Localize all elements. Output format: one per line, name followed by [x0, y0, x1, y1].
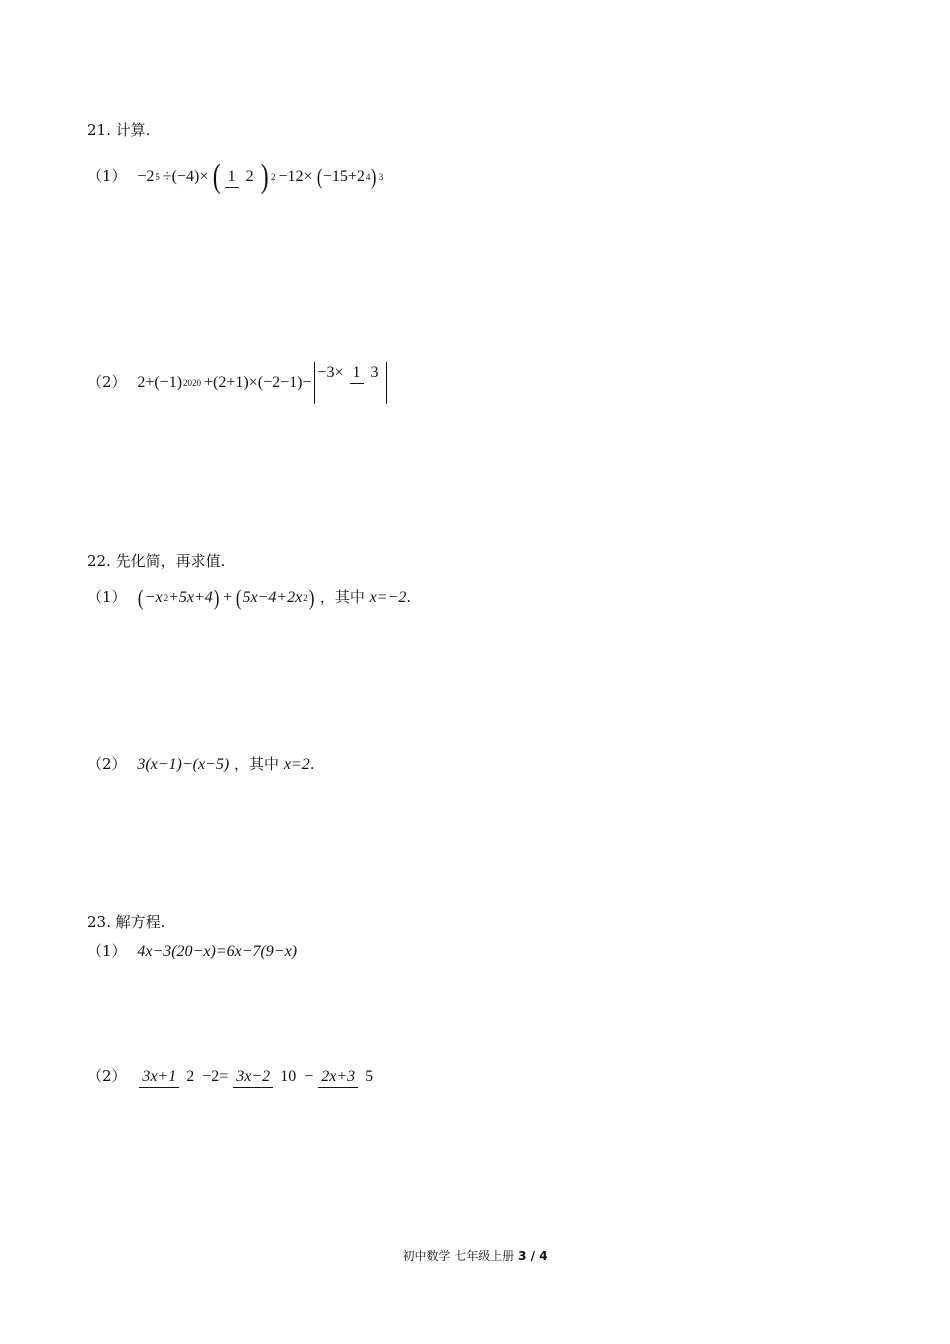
q22-p2-condition: x=2 — [283, 756, 310, 773]
q22-part2 — [87, 754, 315, 775]
q23-part1-label: （1） — [87, 942, 127, 960]
q22-p1-right-paren2: ) — [308, 585, 315, 610]
q21-p1-fraction — [225, 166, 257, 188]
q22-part1 — [87, 587, 411, 609]
q22-p1-right-paren: ) — [213, 585, 220, 610]
q23-p2-minus: − — [304, 1068, 314, 1085]
q23-part1 — [87, 941, 297, 962]
q21-p1-right-paren2: ) — [371, 164, 377, 189]
q23-p2-f3-num: 2x+3 — [318, 1069, 358, 1088]
q22-part2-label: （2） — [87, 755, 127, 773]
q22-p1-left-paren: ( — [138, 585, 144, 610]
q21-p2-frac-den: 3 — [370, 364, 379, 381]
q21-p2-term1: 2+(−1) — [137, 374, 183, 391]
q22-p1-exp1: 2 — [163, 593, 169, 603]
q21-p2-term3: −3× — [317, 364, 344, 381]
q22-p1-term1: −x — [144, 589, 163, 606]
q22-p2-condition-label: ，其中 — [234, 755, 280, 773]
q21-p1-right-paren: ) — [260, 158, 269, 195]
q21-p1-term2: ÷(−4)× — [162, 168, 209, 185]
q23-p2-f1-den: 2 — [186, 1068, 195, 1085]
q22-part1-label: （1） — [87, 588, 127, 606]
q21-p2-fraction — [350, 362, 382, 384]
q23-part2-label: （2） — [87, 1067, 127, 1085]
q22-p1-exp4: 2 — [303, 593, 308, 603]
q23-p2-fraction1 — [139, 1066, 197, 1088]
q21-part1 — [87, 160, 383, 194]
q23-part2 — [87, 1066, 378, 1088]
q22-p1-term2: +5x+4 — [168, 589, 213, 606]
q22-p2-period: . — [309, 755, 315, 773]
q21-p2-frac-num: 1 — [350, 365, 364, 384]
q23-p2-term1: −2= — [202, 1068, 229, 1085]
q21-p1-left-paren2: ( — [316, 164, 322, 189]
q21-p1-exp5: 3 — [378, 172, 384, 182]
q22-p1-term4: 5x−4+2x — [242, 589, 303, 606]
q22-p1-period: . — [406, 588, 412, 606]
q22-p1-left-paren2: ( — [236, 585, 242, 610]
q23-p2-fraction3 — [318, 1066, 376, 1088]
q21-p1-frac-num: 1 — [225, 169, 239, 188]
q21-p1-paren-exp: 2 — [271, 172, 276, 182]
q22-part1-expression — [137, 587, 315, 609]
q21-part2 — [87, 362, 387, 404]
q21-p1-left-paren: ( — [213, 158, 221, 195]
footer-text: 初中数学 七年级上册 — [402, 1249, 515, 1263]
q22-p1-condition: x=−2 — [369, 589, 407, 606]
q23-p2-f3-den: 5 — [365, 1068, 374, 1085]
q21-part1-expression — [137, 160, 383, 194]
q23-title: 23. 解方程. — [87, 913, 166, 931]
q21-p1-frac-den: 2 — [245, 168, 254, 185]
q21-p1-term3: −12× — [278, 168, 313, 185]
q23-part2-equation — [137, 1066, 378, 1088]
q21-p1-term1: −2 — [137, 168, 155, 185]
q22-p2-expression: 3(x−1)−(x−5) — [137, 756, 230, 773]
q21-p2-exp1: 2020 — [183, 378, 202, 388]
page-number: 3 / 4 — [518, 1249, 548, 1263]
q22-p1-plus: + — [223, 589, 233, 606]
q21-p2-absolute-value — [314, 362, 386, 404]
q21-p1-exp4: 4 — [365, 172, 371, 182]
q23-p2-f1-num: 3x+1 — [139, 1069, 179, 1088]
q23-p2-f2-den: 10 — [280, 1068, 297, 1085]
q21-p1-term4: −15+2 — [322, 168, 365, 185]
q22-title: 22. 先化简，再求值. — [87, 552, 226, 570]
q23-p1-equation: 4x−3(20−x)=6x−7(9−x) — [137, 943, 298, 960]
page-footer — [0, 1247, 950, 1264]
q21-p2-term2: +(2+1)×(−2−1)− — [204, 374, 312, 391]
q21-p1-exp1: 5 — [155, 172, 160, 182]
q21-part2-expression — [137, 362, 386, 404]
q21-part2-label: （2） — [87, 373, 127, 391]
q23-p2-f2-num: 3x−2 — [233, 1069, 273, 1088]
q23-p2-fraction2 — [233, 1066, 299, 1088]
q22-p1-condition-label: ，其中 — [319, 588, 365, 606]
q21-part1-label: （1） — [87, 167, 127, 185]
q21-title: 21. 计算. — [87, 121, 151, 139]
